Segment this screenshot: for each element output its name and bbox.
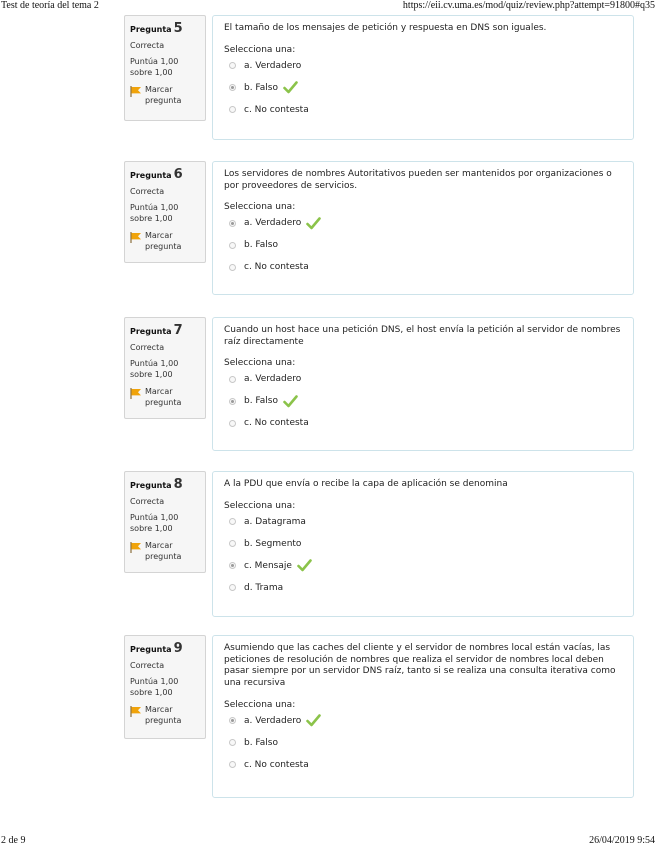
print-header [0,0,655,14]
answer-radio[interactable] [229,376,236,383]
answer-option[interactable] [224,212,623,234]
flag-question-label[interactable]: Marcar pregunta [145,230,182,251]
flag-question-link[interactable] [130,85,200,107]
answer-list [224,368,623,434]
question-info-panel [124,15,206,121]
answer-prompt: Selecciona una: [224,500,296,511]
answer-radio[interactable] [229,62,236,69]
flag-question-label[interactable]: Marcar pregunta [145,84,182,105]
answer-list [224,710,623,776]
question-grade: Puntúa 1,00 sobre 1,00 [130,513,179,534]
question-info-panel [124,317,206,419]
answer-radio[interactable] [229,106,236,113]
answer-option[interactable] [224,577,623,599]
answer-label: a. Verdadero [244,218,302,229]
answer-option[interactable] [224,412,623,434]
flag-icon[interactable] [130,542,142,553]
answer-label: c. No contesta [244,418,309,429]
answer-radio[interactable] [229,739,236,746]
flag-question-link[interactable] [130,705,200,727]
answer-option[interactable] [224,99,623,121]
page-number: 2 de 9 [1,835,26,846]
answer-radio[interactable] [229,84,236,91]
question-content [212,161,634,295]
answer-label: b. Falso [244,396,278,407]
question-text: El tamaño de los mensajes de petición y respuesta en DNS son iguales. [224,23,547,33]
answer-option[interactable] [224,368,623,390]
question-state: Correcta [130,186,165,196]
answer-radio[interactable] [229,518,236,525]
question-number: 6 [173,167,183,182]
answer-radio[interactable] [229,584,236,591]
answer-label: c. No contesta [244,759,309,770]
answer-option[interactable] [224,754,623,776]
question-grade: Puntúa 1,00 sobre 1,00 [130,677,179,698]
page-url: https://eii.cv.uma.es/mod/quiz/review.php?attempt=91800#q35 [402,0,655,11]
question-content [212,15,634,140]
answer-list [224,511,623,599]
answer-label: c. No contesta [244,262,309,273]
question-label: Pregunta [130,645,172,654]
answer-label: a. Verdadero [244,715,302,726]
answer-label: b. Falso [244,82,278,93]
print-date: 26/04/2019 9:54 [589,835,655,846]
answer-radio[interactable] [229,398,236,405]
answer-option[interactable] [224,390,623,412]
question-label: Pregunta [130,171,172,180]
question-text: Cuando un host hace una petición DNS, el host envía la petición al servidor de nombres raíz directamente [224,325,621,347]
answer-label: b. Falso [244,240,278,251]
question-text: Los servidores de nombres Autoritativos pueden ser mantenidos por organizaciones o por proveedores de servicios. [224,169,612,191]
question-number: 5 [173,21,183,36]
question-label: Pregunta [130,25,172,34]
question-number: 8 [173,477,183,492]
answer-radio[interactable] [229,220,236,227]
flag-icon[interactable] [130,232,142,243]
flag-question-link[interactable] [130,541,200,563]
question-grade: Puntúa 1,00 sobre 1,00 [130,57,179,78]
question-title [130,166,200,184]
question-info-panel [124,635,206,739]
answer-option[interactable] [224,732,623,754]
question-grade: Puntúa 1,00 sobre 1,00 [130,359,179,380]
question-info-panel [124,161,206,263]
question-title [130,640,200,658]
check-icon [283,81,298,94]
answer-radio[interactable] [229,420,236,427]
answer-radio[interactable] [229,540,236,547]
check-icon [306,217,321,230]
answer-option[interactable] [224,710,623,732]
flag-question-link[interactable] [130,231,200,253]
answer-label: a. Verdadero [244,374,302,385]
answer-label: a. Verdadero [244,60,302,71]
flag-question-label[interactable]: Marcar pregunta [145,386,182,407]
answer-option[interactable] [224,234,623,256]
question-content [212,635,634,798]
check-icon [306,714,321,727]
answer-option[interactable] [224,533,623,555]
answer-prompt: Selecciona una: [224,202,296,213]
answer-prompt: Selecciona una: [224,699,296,710]
answer-radio[interactable] [229,264,236,271]
answer-radio[interactable] [229,562,236,569]
question-content [212,317,634,451]
answer-list [224,212,623,278]
answer-option[interactable] [224,55,623,77]
answer-radio[interactable] [229,717,236,724]
print-footer [0,835,655,849]
question-title [130,20,200,38]
question-title [130,322,200,340]
answer-label: a. Datagrama [244,516,306,527]
flag-question-label[interactable]: Marcar pregunta [145,704,182,725]
answer-option[interactable] [224,77,623,99]
question-label: Pregunta [130,481,172,490]
answer-label: c. Mensaje [244,560,292,571]
answer-radio[interactable] [229,761,236,768]
answer-label: c. No contesta [244,104,309,115]
answer-prompt: Selecciona una: [224,44,296,55]
question-state: Correcta [130,660,165,670]
question-info-panel [124,471,206,573]
question-grade: Puntúa 1,00 sobre 1,00 [130,203,179,224]
question-content [212,471,634,617]
answer-radio[interactable] [229,242,236,249]
flag-icon[interactable] [130,388,142,399]
answer-label: b. Falso [244,737,278,748]
question-title [130,476,200,494]
answer-list [224,55,623,121]
question-number: 9 [173,641,183,656]
answer-label: b. Segmento [244,538,302,549]
question-state: Correcta [130,40,165,50]
question-state: Correcta [130,496,165,506]
answer-option[interactable] [224,555,623,577]
answer-label: d. Trama [244,582,284,593]
question-text: Asumiendo que las caches del cliente y el servidor de nombres local están vacías, las peticiones de resolución de nombres que realiza el servidor de nombres local deben pasar siempre por un servidor DNS raíz, tanto si se realiza una consulta iterativa como una recursiva [224,643,616,689]
flag-icon[interactable] [130,706,142,717]
question-number: 7 [173,323,183,338]
answer-prompt: Selecciona una: [224,358,296,369]
flag-question-link[interactable] [130,387,200,409]
answer-option[interactable] [224,256,623,278]
flag-icon[interactable] [130,86,142,97]
check-icon [297,559,312,572]
answer-option[interactable] [224,511,623,533]
question-label: Pregunta [130,327,172,336]
question-text: A la PDU que envía o recibe la capa de aplicación se denomina [224,479,508,489]
check-icon [283,395,298,408]
document-title: Test de teoría del tema 2 [1,0,99,11]
question-state: Correcta [130,342,165,352]
flag-question-label[interactable]: Marcar pregunta [145,540,182,561]
